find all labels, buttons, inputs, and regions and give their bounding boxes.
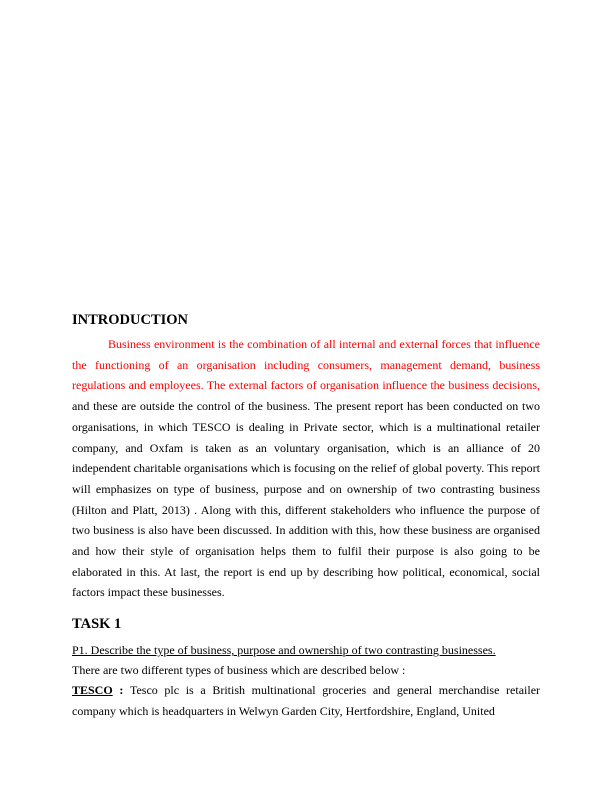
intro-body-text: and these are outside the control of the business. The present report has been conducted on two organisations, in which TESCO is dealing in Private sector, which is a multinational retailer company, and Oxfam is taken as an voluntary organisation, which is an alliance of 20 independent charitable organisations which is focusing on the relief of global poverty. This report will emphasizes on type of business, purpose and on ownership of two contrasting business (Hilton and Platt, 2013) . Along with this, different stakeholders who influence the purpose of two business is also have been discussed. In addition with this, how these business are organised and how their style of organisation helps them to fulfil their purpose is also going to be elaborated in this. At last, the report is end up by describing how political, economical, social factors impact these businesses.: [72, 399, 540, 600]
tesco-text: Tesco plc is a British multinational groceries and general merchandise retailer company which is headquarters in Welwyn Garden City, Hertfordshire, England, United: [72, 683, 541, 718]
task-1-heading: TASK 1: [72, 616, 122, 633]
introduction-paragraph: [72, 334, 540, 603]
tesco-paragraph: [72, 680, 540, 721]
tesco-label: TESCO: [72, 683, 113, 698]
highlighted-intro-text: Business environment is the combination of all internal and external forces that influence the functioning of an organisation including consumers, management demand, business regulations and employees. The external factors of organisation influence the business decisions,: [72, 337, 540, 393]
document-page: [72, 311, 540, 722]
introduction-heading: INTRODUCTION: [72, 312, 189, 328]
p1-subheading: P1. Describe the type of business, purpose and ownership of two contrasting businesses.: [72, 643, 496, 658]
business-types-lead: There are two different types of business which are described below :: [72, 663, 406, 678]
tesco-colon: :: [112, 683, 130, 698]
